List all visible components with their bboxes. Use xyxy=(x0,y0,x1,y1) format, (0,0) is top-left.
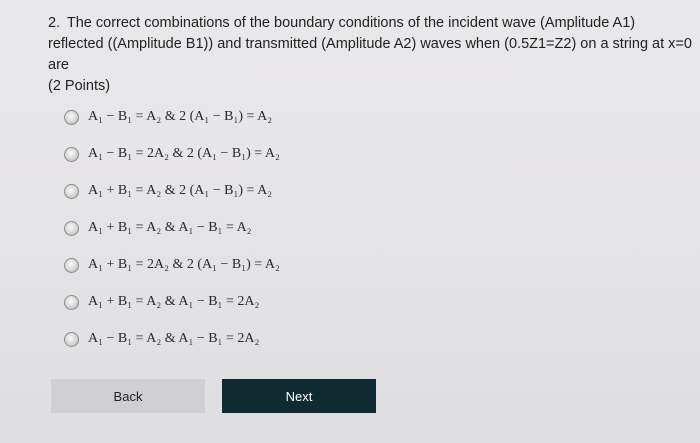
answer-formula: A₁ + B₁ = A₂ & A₁ − B₁ = A₂ xyxy=(88,220,252,235)
answer-option[interactable] xyxy=(64,141,464,167)
question-text: The correct combinations of the boundary conditions of the incident wave (Amplitude A1) reflected ((Amplitude B1)) and transmitted (Amplitude A2) waves when (0.5Z1=Z2) on a string at x=0 are xyxy=(48,15,692,73)
radio-button-icon[interactable] xyxy=(64,221,79,236)
answer-formula: A₁ − B₁ = A₂ & A₁ − B₁ = 2A₂ xyxy=(88,331,260,346)
radio-button-icon[interactable] xyxy=(64,110,79,125)
answer-option[interactable] xyxy=(64,215,464,241)
radio-button-icon[interactable] xyxy=(64,184,79,199)
answer-formula: A₁ − B₁ = A₂ & 2 (A₁ − B₁) = A₂ xyxy=(88,109,273,124)
answer-option[interactable] xyxy=(64,289,464,315)
next-button[interactable]: Next xyxy=(222,379,376,413)
radio-button-icon[interactable] xyxy=(64,258,79,273)
answer-option[interactable] xyxy=(64,326,464,352)
question-number: 2. xyxy=(48,15,61,31)
answer-option[interactable] xyxy=(64,178,464,204)
answer-formula: A₁ + B₁ = A₂ & 2 (A₁ − B₁) = A₂ xyxy=(88,183,273,198)
radio-button-icon[interactable] xyxy=(64,295,79,310)
radio-button-icon[interactable] xyxy=(64,147,79,162)
answer-formula: A₁ + B₁ = 2A₂ & 2 (A₁ − B₁) = A₂ xyxy=(88,257,280,272)
answer-option[interactable] xyxy=(64,252,464,278)
question-points: (2 Points) xyxy=(48,78,111,94)
question-text-block xyxy=(48,13,693,97)
answer-option[interactable] xyxy=(64,104,464,130)
radio-button-icon[interactable] xyxy=(64,332,79,347)
answer-formula: A₁ − B₁ = 2A₂ & 2 (A₁ − B₁) = A₂ xyxy=(88,146,280,161)
answer-formula: A₁ + B₁ = A₂ & A₁ − B₁ = 2A₂ xyxy=(88,294,260,309)
back-button[interactable]: Back xyxy=(51,379,205,413)
